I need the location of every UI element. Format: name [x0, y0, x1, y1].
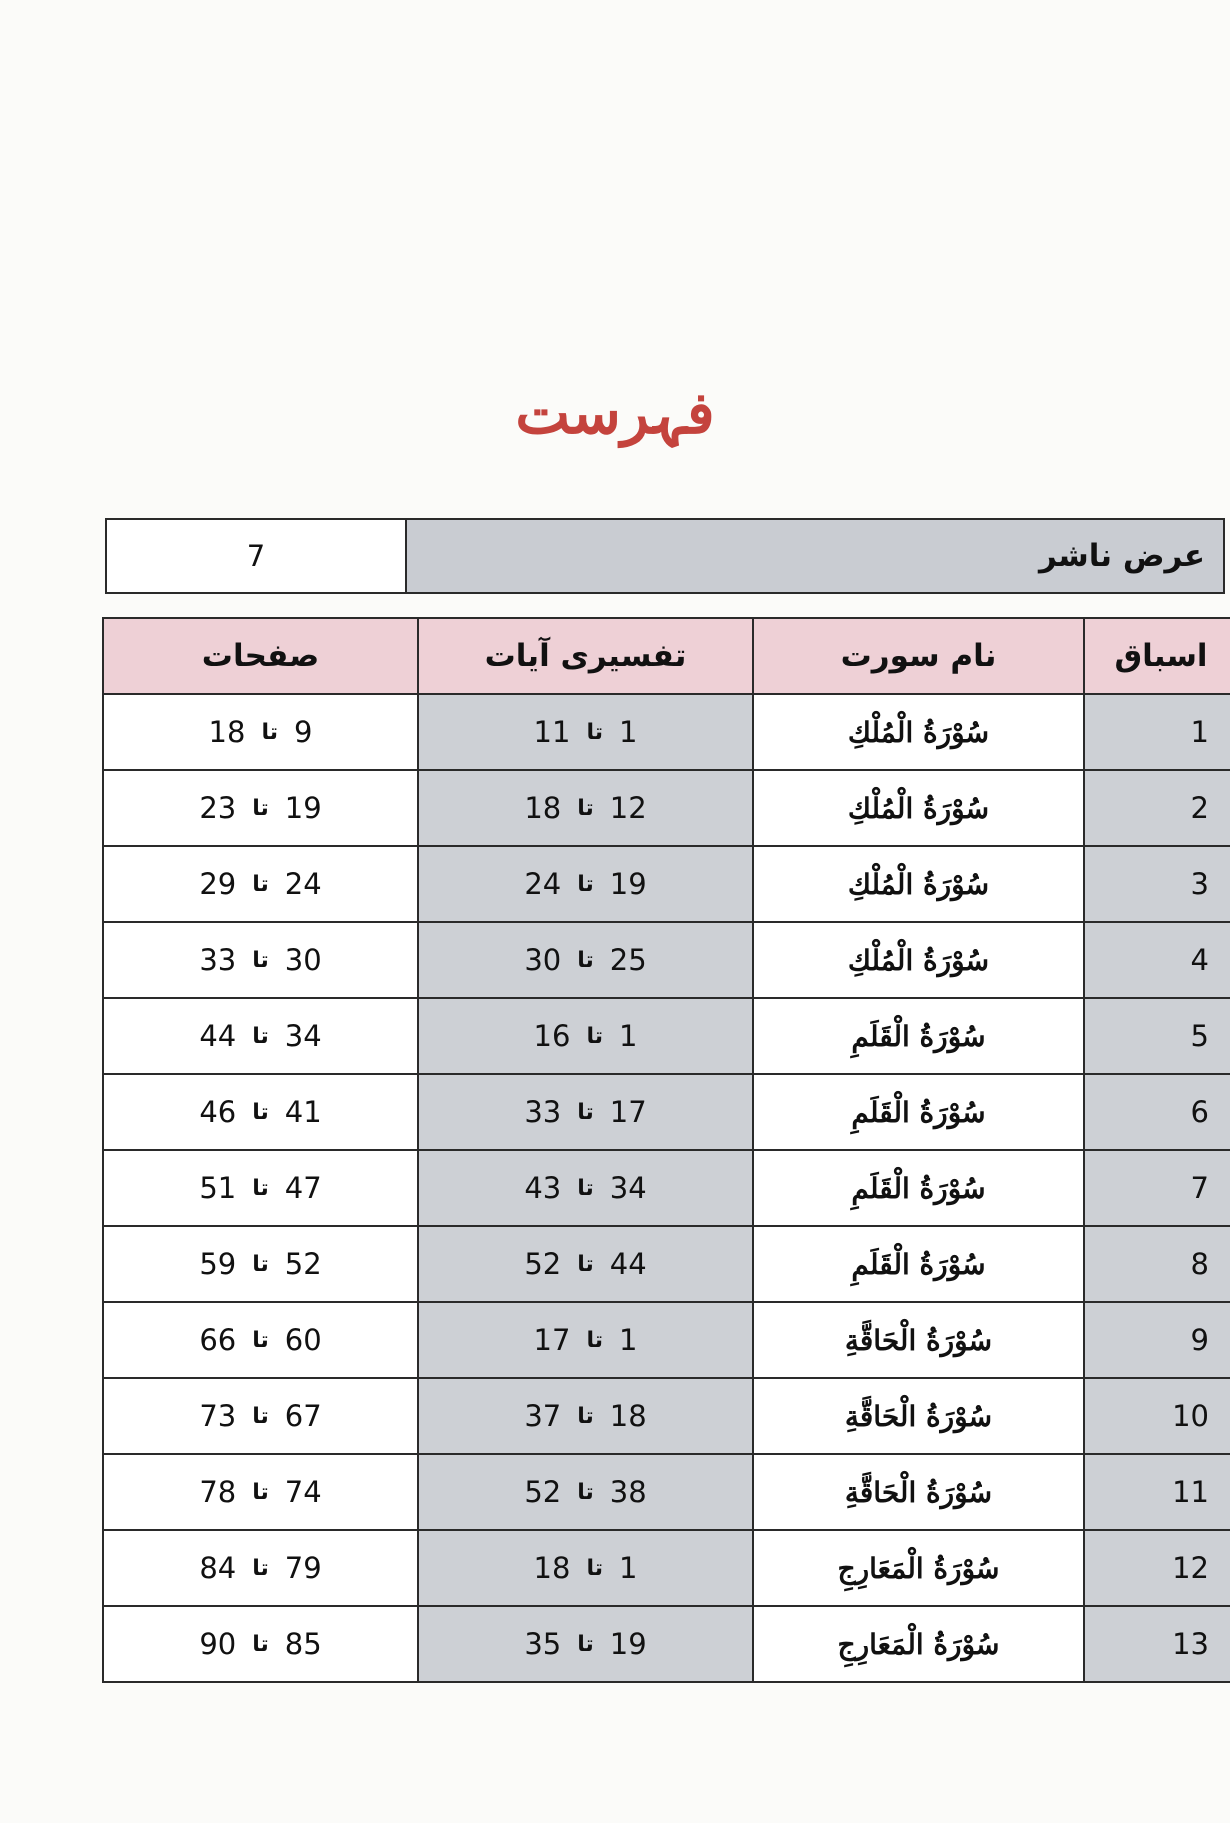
pages-cell-range: [199, 1323, 321, 1357]
pages-cell: [103, 1302, 418, 1378]
range-separator: تا: [252, 1175, 269, 1201]
pages-cell-start: 24: [284, 867, 322, 901]
table-row: [103, 770, 1230, 846]
pages-cell-end: 59: [199, 1247, 237, 1281]
pages-cell-end: 84: [199, 1551, 237, 1585]
ayat-cell-start: 38: [609, 1475, 647, 1509]
surah-name: سُوْرَةُ الْمَعَارِجِ: [753, 1606, 1084, 1682]
ayat-cell-range: [524, 1247, 646, 1281]
ayat-cell: [418, 1378, 753, 1454]
pages-cell-range: [199, 867, 321, 901]
pages-cell-start: 19: [284, 791, 322, 825]
pages-cell-end: 66: [199, 1323, 237, 1357]
surah-name: سُوْرَةُ الْحَاقَّةِ: [753, 1378, 1084, 1454]
ayat-cell-start: 1: [618, 1551, 638, 1585]
table-row: [103, 922, 1230, 998]
pages-cell-start: 52: [284, 1247, 322, 1281]
lesson-number: 4: [1084, 922, 1230, 998]
pages-cell: [103, 770, 418, 846]
ayat-cell-end: 18: [524, 791, 562, 825]
pages-cell-range: [209, 715, 313, 749]
pages-cell-start: 60: [284, 1323, 322, 1357]
range-separator: تا: [577, 1631, 594, 1657]
ayat-cell-start: 1: [618, 715, 638, 749]
contents-table: [102, 617, 1230, 1683]
range-separator: تا: [586, 1555, 603, 1581]
pages-cell: [103, 1150, 418, 1226]
range-separator: تا: [252, 1099, 269, 1125]
lesson-number: 8: [1084, 1226, 1230, 1302]
ayat-cell-start: 34: [609, 1171, 647, 1205]
pages-cell: [103, 1530, 418, 1606]
table-row: [103, 1378, 1230, 1454]
header-ayat: تفسیری آیات: [418, 618, 753, 694]
pages-cell: [103, 998, 418, 1074]
pages-cell: [103, 1074, 418, 1150]
pages-cell-end: 29: [199, 867, 237, 901]
pages-cell-range: [199, 1551, 321, 1585]
ayat-cell: [418, 998, 753, 1074]
ayat-cell-end: 17: [533, 1323, 571, 1357]
pages-cell-end: 51: [199, 1171, 237, 1205]
surah-name: سُوْرَةُ الْمَعَارِجِ: [753, 1530, 1084, 1606]
table-row: [103, 1226, 1230, 1302]
pages-cell-range: [199, 943, 321, 977]
pages-cell-range: [199, 1171, 321, 1205]
pages-cell-start: 67: [284, 1399, 322, 1433]
ayat-cell-start: 19: [609, 1627, 647, 1661]
ayat-cell-end: 35: [524, 1627, 562, 1661]
surah-name: سُوْرَةُ الْقَلَمِ: [753, 1074, 1084, 1150]
lesson-number: 5: [1084, 998, 1230, 1074]
surah-name: سُوْرَةُ الْقَلَمِ: [753, 1226, 1084, 1302]
pages-cell-range: [199, 1247, 321, 1281]
range-separator: تا: [252, 947, 269, 973]
publisher-note-row: [106, 519, 1224, 593]
pages-cell-end: 46: [199, 1095, 237, 1129]
pages-cell-start: 85: [284, 1627, 322, 1661]
surah-name: سُوْرَةُ الْحَاقَّةِ: [753, 1302, 1084, 1378]
pages-cell-start: 79: [284, 1551, 322, 1585]
ayat-cell: [418, 922, 753, 998]
range-separator: تا: [577, 1099, 594, 1125]
pages-cell-start: 74: [284, 1475, 322, 1509]
table-row: [103, 1150, 1230, 1226]
ayat-cell: [418, 1150, 753, 1226]
ayat-cell-start: 1: [618, 1323, 638, 1357]
surah-name: سُوْرَةُ الْمُلْكِ: [753, 770, 1084, 846]
lesson-number: 7: [1084, 1150, 1230, 1226]
table-row: [103, 1530, 1230, 1606]
range-separator: تا: [586, 1327, 603, 1353]
table-row: [103, 694, 1230, 770]
range-separator: تا: [577, 795, 594, 821]
ayat-cell-end: 30: [524, 943, 562, 977]
ayat-cell-start: 17: [609, 1095, 647, 1129]
surah-name: سُوْرَةُ الْقَلَمِ: [753, 998, 1084, 1074]
pages-cell-range: [199, 1475, 321, 1509]
range-separator: تا: [261, 719, 278, 745]
table-row: [103, 1454, 1230, 1530]
pages-cell-end: 44: [199, 1019, 237, 1053]
range-separator: تا: [577, 1479, 594, 1505]
table-row: [103, 846, 1230, 922]
ayat-cell: [418, 1606, 753, 1682]
ayat-cell: [418, 1530, 753, 1606]
surah-name: سُوْرَةُ الْمُلْكِ: [753, 922, 1084, 998]
pages-cell-end: 33: [199, 943, 237, 977]
pages-cell: [103, 1606, 418, 1682]
range-separator: تا: [252, 1631, 269, 1657]
ayat-cell-start: 18: [609, 1399, 647, 1433]
pages-cell-end: 90: [199, 1627, 237, 1661]
ayat-cell-end: 43: [524, 1171, 562, 1205]
ayat-cell: [418, 1226, 753, 1302]
ayat-cell-start: 25: [609, 943, 647, 977]
pages-cell-end: 23: [199, 791, 237, 825]
lesson-number: 10: [1084, 1378, 1230, 1454]
ayat-cell-range: [524, 1475, 646, 1509]
table-row: [103, 1606, 1230, 1682]
table-row: [103, 1302, 1230, 1378]
range-separator: تا: [252, 1479, 269, 1505]
range-separator: تا: [586, 1023, 603, 1049]
ayat-cell-start: 1: [618, 1019, 638, 1053]
ayat-cell-start: 44: [609, 1247, 647, 1281]
pages-cell-range: [199, 1627, 321, 1661]
pages-cell: [103, 846, 418, 922]
range-separator: تا: [586, 719, 603, 745]
ayat-cell-end: 24: [524, 867, 562, 901]
table-row: [103, 998, 1230, 1074]
ayat-cell-end: 33: [524, 1095, 562, 1129]
table-row: [103, 1074, 1230, 1150]
ayat-cell: [418, 770, 753, 846]
pages-cell-range: [199, 1095, 321, 1129]
ayat-cell-end: 16: [533, 1019, 571, 1053]
pages-cell-range: [199, 1399, 321, 1433]
surah-name: سُوْرَةُ الْمُلْكِ: [753, 694, 1084, 770]
pages-cell-start: 47: [284, 1171, 322, 1205]
range-separator: تا: [252, 1555, 269, 1581]
pages-cell-end: 18: [208, 715, 246, 749]
ayat-cell-range: [524, 1171, 646, 1205]
range-separator: تا: [252, 1023, 269, 1049]
surah-name: سُوْرَةُ الْحَاقَّةِ: [753, 1454, 1084, 1530]
ayat-cell-range: [534, 1019, 638, 1053]
header-surah: نام سورت: [753, 618, 1084, 694]
ayat-cell-start: 19: [609, 867, 647, 901]
range-separator: تا: [577, 1403, 594, 1429]
contents-body: [103, 694, 1230, 1682]
lesson-number: 3: [1084, 846, 1230, 922]
header-lesson: اسباق: [1084, 618, 1230, 694]
pages-cell: [103, 922, 418, 998]
ayat-cell-range: [524, 943, 646, 977]
page-title: فہرست: [515, 379, 715, 447]
ayat-cell: [418, 846, 753, 922]
lesson-number: 2: [1084, 770, 1230, 846]
ayat-cell-end: 37: [524, 1399, 562, 1433]
ayat-cell-end: 52: [524, 1475, 562, 1509]
lesson-number: 1: [1084, 694, 1230, 770]
ayat-cell-range: [524, 791, 646, 825]
ayat-cell-end: 18: [533, 1551, 571, 1585]
ayat-cell-range: [534, 1551, 638, 1585]
ayat-cell: [418, 1454, 753, 1530]
ayat-cell-range: [524, 1627, 646, 1661]
pages-cell-start: 9: [293, 715, 313, 749]
ayat-cell-range: [534, 1323, 638, 1357]
pages-cell-start: 41: [284, 1095, 322, 1129]
pages-cell: [103, 1226, 418, 1302]
range-separator: تا: [577, 871, 594, 897]
pages-cell-end: 73: [199, 1399, 237, 1433]
publisher-note-table: [105, 518, 1225, 594]
lesson-number: 9: [1084, 1302, 1230, 1378]
ayat-cell-range: [524, 867, 646, 901]
lesson-number: 12: [1084, 1530, 1230, 1606]
range-separator: تا: [252, 795, 269, 821]
lesson-number: 6: [1084, 1074, 1230, 1150]
surah-name: سُوْرَةُ الْقَلَمِ: [753, 1150, 1084, 1226]
header-row: [103, 618, 1230, 694]
lesson-number: 13: [1084, 1606, 1230, 1682]
pages-cell-end: 78: [199, 1475, 237, 1509]
pages-cell-range: [199, 1019, 321, 1053]
range-separator: تا: [252, 1251, 269, 1277]
ayat-cell-end: 11: [533, 715, 571, 749]
header-pages: صفحات: [103, 618, 418, 694]
pages-cell-start: 30: [284, 943, 322, 977]
pages-cell: [103, 1454, 418, 1530]
ayat-cell-end: 52: [524, 1247, 562, 1281]
surah-name: سُوْرَةُ الْمُلْكِ: [753, 846, 1084, 922]
range-separator: تا: [252, 871, 269, 897]
ayat-cell-range: [524, 1399, 646, 1433]
range-separator: تا: [252, 1403, 269, 1429]
range-separator: تا: [577, 947, 594, 973]
ayat-cell-start: 12: [609, 791, 647, 825]
publisher-note-label: عرض ناشر: [406, 519, 1224, 593]
ayat-cell-range: [534, 715, 638, 749]
pages-cell-start: 34: [284, 1019, 322, 1053]
range-separator: تا: [252, 1327, 269, 1353]
ayat-cell: [418, 694, 753, 770]
pages-cell-range: [199, 791, 321, 825]
ayat-cell-range: [524, 1095, 646, 1129]
publisher-note-page: 7: [106, 519, 406, 593]
pages-cell: [103, 1378, 418, 1454]
ayat-cell: [418, 1302, 753, 1378]
range-separator: تا: [577, 1175, 594, 1201]
ayat-cell: [418, 1074, 753, 1150]
pages-cell: [103, 694, 418, 770]
range-separator: تا: [577, 1251, 594, 1277]
lesson-number: 11: [1084, 1454, 1230, 1530]
